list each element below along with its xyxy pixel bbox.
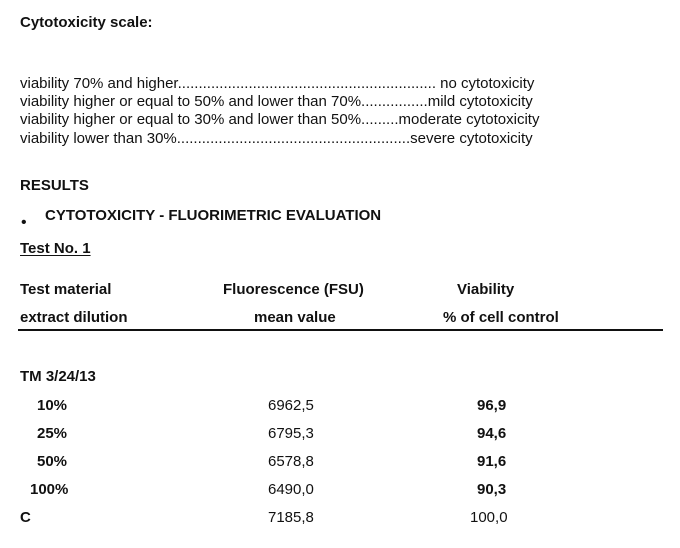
header-fluorescence: Fluorescence (FSU) [223,281,364,298]
header-viability: Viability [457,281,515,298]
scale-line-moderate: viability higher or equal to 30% and lower than 50%.........moderate cytotoxicity [20,111,540,128]
results-heading: RESULTS [20,177,89,194]
row-dilution: 25% [37,425,68,442]
row-viability: 96,9 [477,397,507,414]
row-viability: 91,6 [477,453,507,470]
row-viability: 94,6 [477,425,507,442]
row-fluorescence: 7185,8 [268,509,314,526]
row-dilution: C [20,509,31,526]
row-viability: 90,3 [477,481,507,498]
row-dilution: 10% [37,397,68,414]
row-fluorescence: 6795,3 [268,425,314,442]
row-fluorescence: 6578,8 [268,453,314,470]
header-percent-control: % of cell control [443,309,559,326]
row-fluorescence: 6962,5 [268,397,314,414]
row-fluorescence: 6490,0 [268,481,314,498]
row-dilution: 50% [37,453,68,470]
row-dilution: 100% [30,481,69,498]
row-viability: 100,0 [470,509,508,526]
group-label: TM 3/24/13 [20,368,96,385]
scale-title: Cytotoxicity scale: [20,14,153,31]
test-title: Test No. 1 [20,240,91,257]
scale-line-mild: viability higher or equal to 50% and lower than 70%................mild cytotoxicity [20,93,533,110]
scale-line-severe: viability lower than 30%........................................................severe cytotoxicity [20,130,533,147]
header-mean-value: mean value [254,309,336,326]
bullet-icon: • [21,214,27,231]
header-test-material: Test material [20,281,112,298]
results-bullet-text: CYTOTOXICITY - FLUORIMETRIC EVALUATION [45,207,382,224]
header-rule [18,329,663,331]
header-extract-dilution: extract dilution [20,309,128,326]
scale-line-no: viability 70% and higher.............................................................. no cytotoxicity [20,75,535,92]
